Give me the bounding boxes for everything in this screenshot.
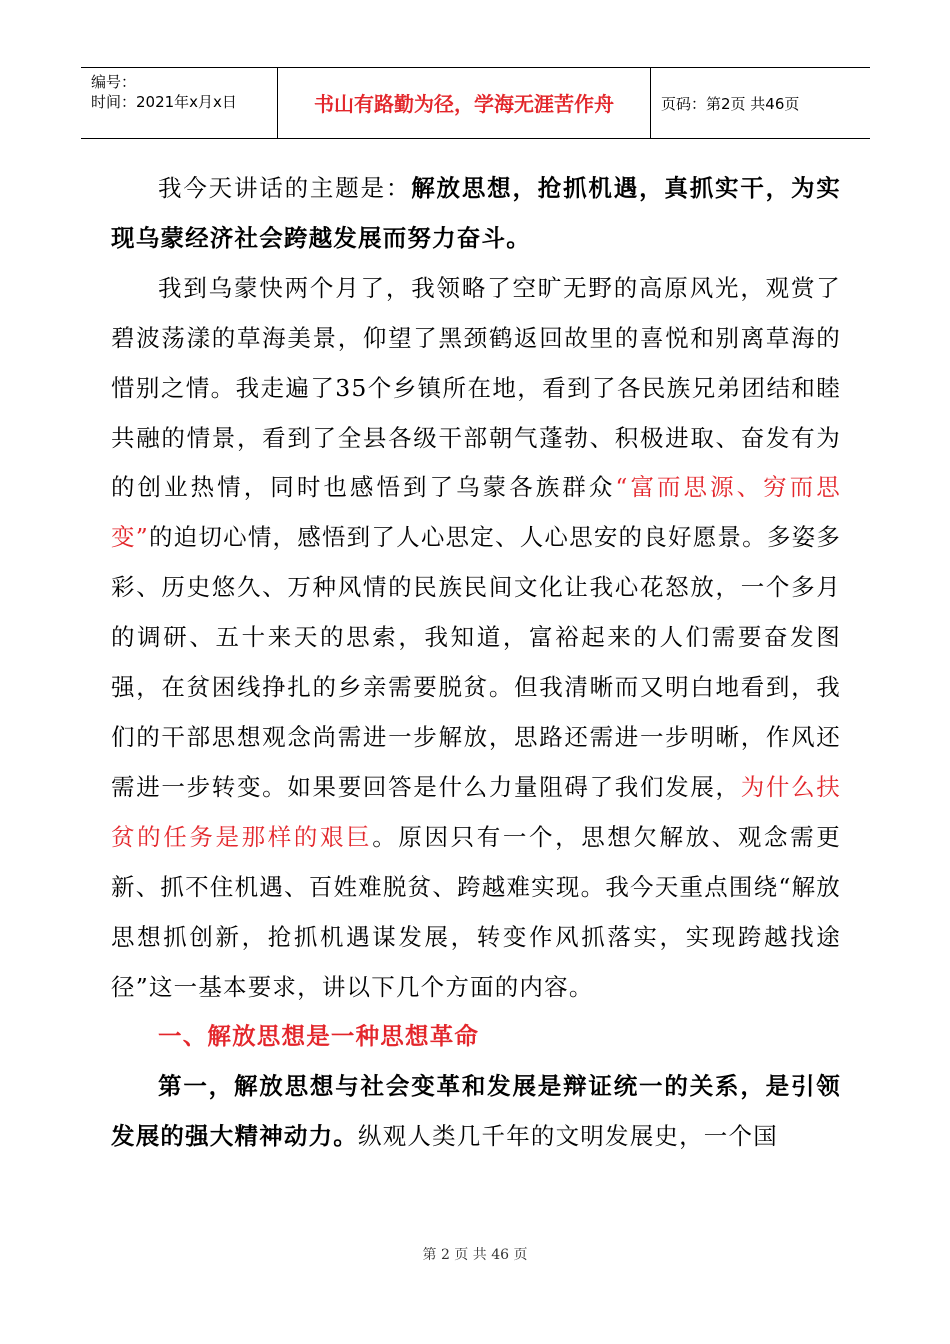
document-number-label: 编号： [91,73,137,91]
section-heading-1: 一、解放思想是一种思想革命 [158,1022,480,1051]
header-motto: 书山有路勤为径，学海无涯苦作舟 [314,92,614,116]
observations-text-3: 。原因只有一个，思想欠解放、观念需更新、抓不住机遇、百姓难脱贫、跨越难实现。我今天重点围绕“解放思想抓创新，抢抓机遇谋发展，转变作风抓落实，实现跨越找途径”这一基本要求，讲以下几个方面的内容。 [111,822,841,1001]
header-page-cell [651,68,870,138]
header-page-number: 页码：第2页 共46页 [661,95,800,113]
highlight-quote: “富而思源、穷而思变” [111,473,841,552]
highlight-question: 为什么扶贫的任务是那样的艰巨 [111,772,842,851]
first-point-statement: 第一，解放思想与社会变革和发展是辩证统一的关系，是引领发展的强大精神动力。 [111,1072,841,1151]
page-footer: 第 2 页 共 46 页 [422,1247,528,1263]
theme-statement: 解放思想，抢抓机遇，真抓实干，为实现乌蒙经济社会跨越发展而努力奋斗。 [111,174,842,252]
document-body [111,164,841,1162]
header-motto-cell [278,68,651,138]
header-meta-cell [81,68,278,138]
theme-intro: 我今天讲话的主题是： [158,174,412,202]
paragraph-theme [111,164,841,264]
observations-text-2: 的迫切心情，感悟到了人心思定、人心思安的良好愿景。多姿多彩、历史悠久、万种风情的民族民间文化让我心花怒放，一个多月的调研、五十来天的思索，我知道，富裕起来的人们需要奋发图强，在贫困线挣扎的乡亲需要脱贫。但我清晰而又明白地看到，我们的干部思想观念尚需进一步解放，思路还需进一步明晰，作风还需进一步转变。如果要回答是什么力量阻碍了我们发展， [111,523,841,801]
document-date-label: 时间：2021年x月x日 [91,93,237,111]
page-header [81,67,870,139]
first-point-text: 纵观人类几千年的文明发展史，一个国 [358,1122,778,1151]
observations-text-1: 我到乌蒙快两个月了，我领略了空旷无野的高原风光，观赏了碧波荡漾的草海美景，仰望了黑颈鹤返回故里的喜悦和别离草海的惜别之情。我走遍了35个乡镇所在地，看到了各民族兄弟团结和睦共融的情景，看到了全县各级干部朝气蓬勃、积极进取、奋发有为的创业热情，同时也感悟到了乌蒙各族群众 [111,273,841,502]
paragraph-first-point [111,1062,841,1162]
paragraph-observations [111,264,841,1013]
